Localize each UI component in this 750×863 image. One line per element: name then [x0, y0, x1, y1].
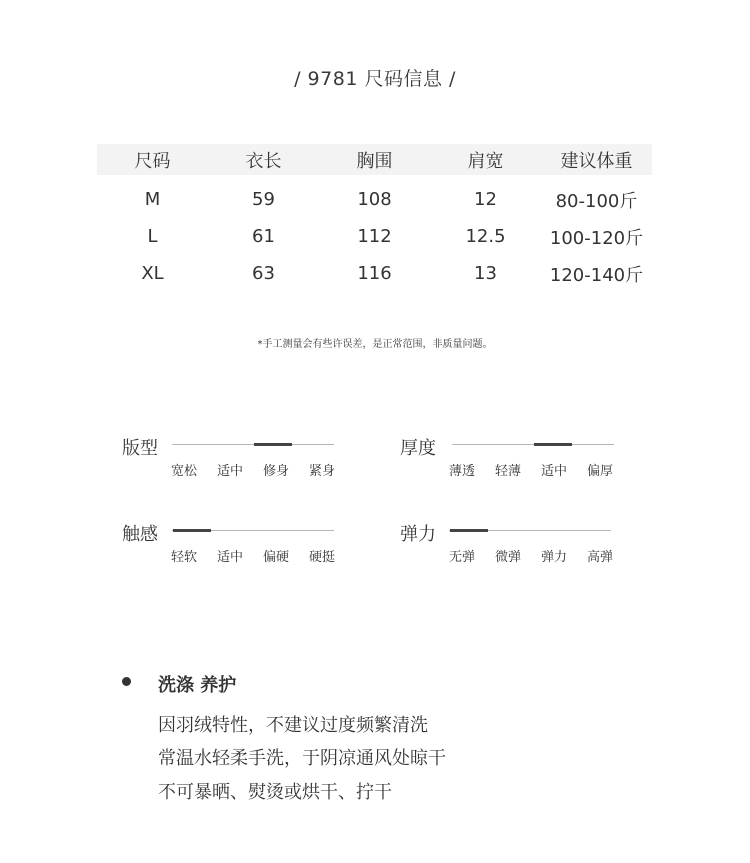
scale-fit [122, 434, 362, 484]
scale-track [452, 444, 614, 445]
scale-indicator [450, 529, 488, 532]
scale-indicator [534, 443, 572, 446]
scale-option: 宽松 [170, 464, 197, 479]
table-cell: L [147, 226, 158, 247]
scale-label: 版型 [122, 438, 158, 459]
scale-touch [122, 520, 362, 570]
scale-label: 弹力 [400, 524, 436, 545]
scale-option: 轻薄 [494, 464, 521, 479]
table-cell: 13 [474, 263, 497, 284]
table-cell: 61 [252, 226, 275, 247]
scale-thickness [400, 434, 640, 484]
table-header-row [97, 144, 652, 175]
scale-option: 适中 [216, 464, 243, 479]
scale-option: 紧身 [308, 464, 335, 479]
measurement-note: *手工测量会有些许误差，是正常范围，非质量问题。 [257, 339, 493, 350]
scale-label: 触感 [122, 524, 158, 545]
scale-option: 弹力 [540, 550, 567, 565]
care-heading: 洗涤 养护 [158, 675, 237, 696]
col-header-size: 尺码 [97, 144, 208, 175]
care-instruction: 因羽绒特性，不建议过度频繁清洗 [158, 715, 428, 736]
table-cell: 112 [357, 226, 392, 247]
table-row [97, 255, 652, 292]
scale-option: 无弹 [448, 550, 475, 565]
size-table [97, 144, 652, 292]
scale-option: 薄透 [448, 464, 475, 479]
scale-indicator [173, 529, 211, 532]
care-instruction: 常温水轻柔手洗，于阴凉通风处晾干 [158, 748, 446, 769]
scale-option: 修身 [262, 464, 289, 479]
table-cell: 120-140斤 [549, 264, 644, 286]
table-cell: M [144, 189, 161, 210]
table-cell: 63 [252, 263, 275, 284]
bullet-icon [122, 677, 131, 686]
scale-indicator [254, 443, 292, 446]
table-row [97, 218, 652, 255]
col-header-length: 衣长 [208, 144, 319, 175]
scale-option: 适中 [540, 464, 567, 479]
scale-option: 硬挺 [308, 550, 335, 565]
table-cell: 80-100斤 [555, 190, 638, 212]
col-header-weight: 建议体重 [541, 144, 652, 175]
scale-option: 轻软 [170, 550, 197, 565]
scale-label: 厚度 [400, 438, 436, 459]
scale-option: 偏厚 [586, 464, 613, 479]
table-cell: 59 [252, 189, 275, 210]
table-cell: 12.5 [465, 226, 506, 247]
scale-track [172, 444, 334, 445]
scale-option: 偏硬 [262, 550, 289, 565]
table-cell: 116 [357, 263, 392, 284]
scale-elasticity [400, 520, 640, 570]
table-cell: XL [141, 263, 164, 284]
table-cell: 108 [357, 189, 392, 210]
table-cell: 100-120斤 [549, 227, 644, 249]
col-header-shoulder: 肩宽 [430, 144, 541, 175]
col-header-chest: 胸围 [319, 144, 430, 175]
table-row [97, 175, 652, 218]
page-title: / 9781 尺码信息 / [294, 68, 456, 90]
scale-option: 微弹 [494, 550, 521, 565]
table-cell: 12 [474, 189, 497, 210]
scale-option: 适中 [216, 550, 243, 565]
scale-option: 高弹 [586, 550, 613, 565]
care-instruction: 不可暴晒、熨烫或烘干、拧干 [158, 782, 392, 803]
